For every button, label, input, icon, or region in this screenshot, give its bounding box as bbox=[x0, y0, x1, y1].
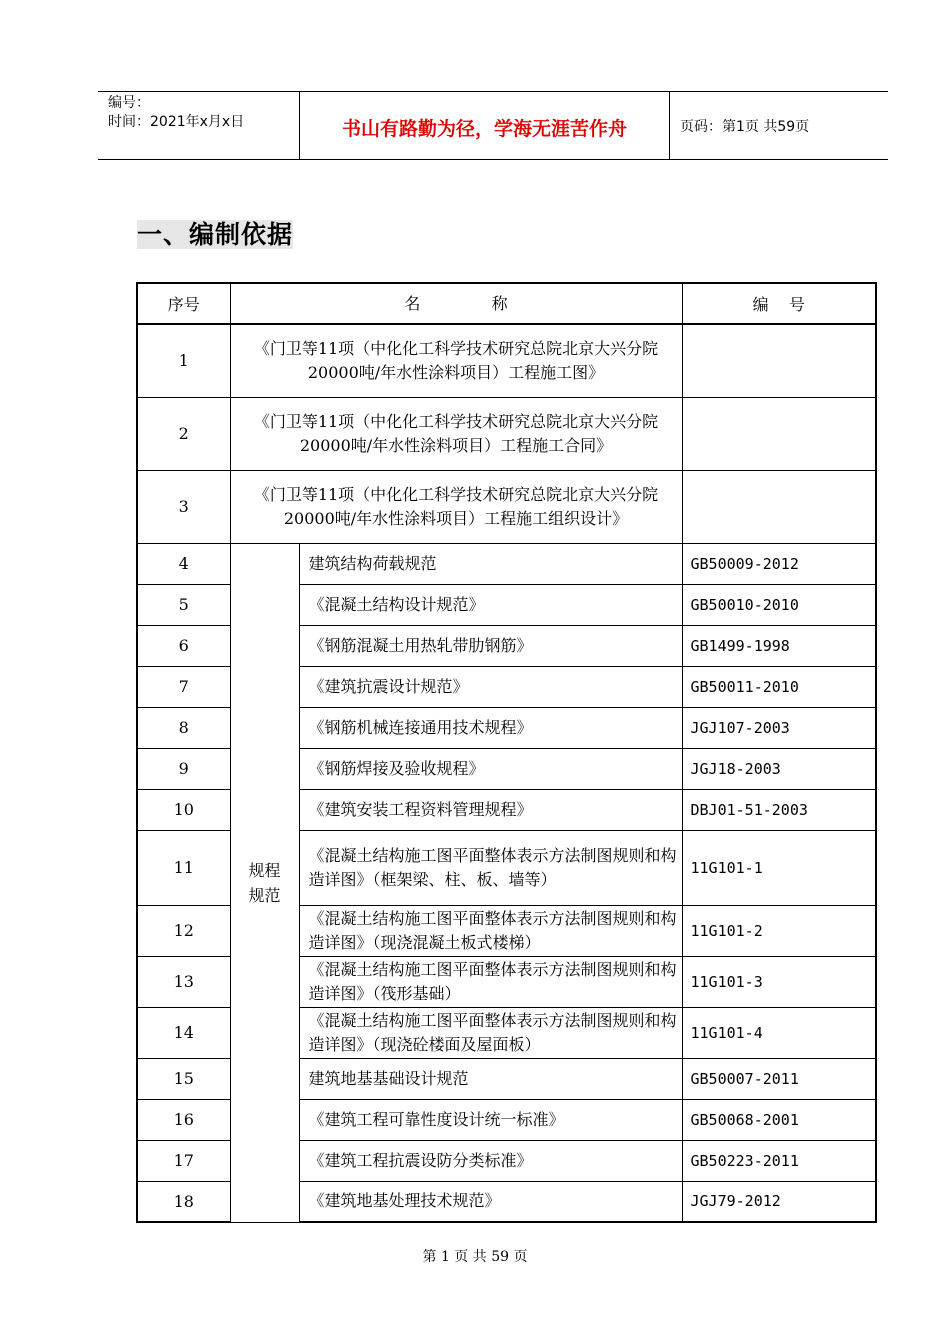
row-code bbox=[682, 324, 876, 397]
row-code: JGJ79-2012 bbox=[682, 1181, 876, 1222]
table-row bbox=[137, 543, 876, 584]
row-name: 《混凝土结构施工图平面整体表示方法制图规则和构造详图》（框架梁、柱、板、墙等） bbox=[299, 830, 682, 905]
row-name: 建筑地基基础设计规范 bbox=[299, 1058, 682, 1099]
row-name: 《混凝土结构设计规范》 bbox=[299, 584, 682, 625]
header-motto: 书山有路勤为径，学海无涯苦作舟 bbox=[341, 118, 627, 140]
row-name: 《混凝土结构施工图平面整体表示方法制图规则和构造详图》（现浇混凝土板式楼梯） bbox=[299, 905, 682, 956]
document-time-label: 时间：2021年x月x日 bbox=[108, 114, 245, 130]
row-no: 7 bbox=[137, 666, 230, 707]
row-name: 《钢筋机械连接通用技术规程》 bbox=[299, 707, 682, 748]
row-name: 建筑结构荷载规范 bbox=[299, 543, 682, 584]
row-no: 8 bbox=[137, 707, 230, 748]
table-header-row bbox=[137, 283, 876, 324]
section-title: 一、编制依据 bbox=[137, 220, 294, 249]
row-no: 9 bbox=[137, 748, 230, 789]
row-code: 11G101-1 bbox=[682, 830, 876, 905]
header-divider bbox=[669, 92, 670, 159]
row-name: 《建筑工程可靠性度设计统一标准》 bbox=[299, 1099, 682, 1140]
row-no: 6 bbox=[137, 625, 230, 666]
header-name: 名 称 bbox=[230, 283, 682, 324]
row-no: 18 bbox=[137, 1181, 230, 1222]
row-no: 16 bbox=[137, 1099, 230, 1140]
category-label: 规程规范 bbox=[248, 860, 281, 905]
basis-table bbox=[136, 282, 877, 1223]
row-no: 11 bbox=[137, 830, 230, 905]
header-no: 序号 bbox=[137, 283, 230, 324]
row-name: 《建筑地基处理技术规范》 bbox=[299, 1181, 682, 1222]
row-no: 5 bbox=[137, 584, 230, 625]
row-no: 15 bbox=[137, 1058, 230, 1099]
row-no: 10 bbox=[137, 789, 230, 830]
row-name: 《混凝土结构施工图平面整体表示方法制图规则和构造详图》（筏形基础） bbox=[299, 956, 682, 1007]
page-header bbox=[98, 91, 888, 160]
row-code bbox=[682, 397, 876, 470]
row-name: 《钢筋焊接及验收规程》 bbox=[299, 748, 682, 789]
row-code: GB50009-2012 bbox=[682, 543, 876, 584]
row-no: 17 bbox=[137, 1140, 230, 1181]
header-code: 编 号 bbox=[682, 283, 876, 324]
table-row bbox=[137, 397, 876, 470]
row-code: 11G101-3 bbox=[682, 956, 876, 1007]
row-code: GB50010-2010 bbox=[682, 584, 876, 625]
header-page-info: 页码：第1页 共59页 bbox=[680, 119, 810, 135]
row-name: 《钢筋混凝土用热轧带肋钢筋》 bbox=[299, 625, 682, 666]
row-name: 《门卫等11项（中化化工科学技术研究总院北京大兴分院20000吨/年水性涂料项目）工程施工图》 bbox=[230, 324, 682, 397]
row-code: GB50007-2011 bbox=[682, 1058, 876, 1099]
table-row bbox=[137, 470, 876, 543]
category-cell bbox=[230, 543, 299, 1222]
row-name: 《建筑安装工程资料管理规程》 bbox=[299, 789, 682, 830]
row-code: JGJ107-2003 bbox=[682, 707, 876, 748]
row-name: 《混凝土结构施工图平面整体表示方法制图规则和构造详图》（现浇砼楼面及屋面板） bbox=[299, 1007, 682, 1058]
row-no: 1 bbox=[137, 324, 230, 397]
row-code bbox=[682, 470, 876, 543]
row-no: 4 bbox=[137, 543, 230, 584]
row-code: GB1499-1998 bbox=[682, 625, 876, 666]
row-name: 《建筑抗震设计规范》 bbox=[299, 666, 682, 707]
row-name: 《建筑工程抗震设防分类标准》 bbox=[299, 1140, 682, 1181]
row-no: 13 bbox=[137, 956, 230, 1007]
header-meta bbox=[108, 94, 244, 132]
row-code: JGJ18-2003 bbox=[682, 748, 876, 789]
row-code: GB50223-2011 bbox=[682, 1140, 876, 1181]
row-no: 14 bbox=[137, 1007, 230, 1058]
row-code: 11G101-4 bbox=[682, 1007, 876, 1058]
document-number-label: 编号： bbox=[108, 95, 150, 111]
row-no: 12 bbox=[137, 905, 230, 956]
row-no: 3 bbox=[137, 470, 230, 543]
row-code: 11G101-2 bbox=[682, 905, 876, 956]
row-no: 2 bbox=[137, 397, 230, 470]
row-name: 《门卫等11项（中化化工科学技术研究总院北京大兴分院20000吨/年水性涂料项目）工程施工组织设计》 bbox=[230, 470, 682, 543]
row-code: GB50068-2001 bbox=[682, 1099, 876, 1140]
row-code: GB50011-2010 bbox=[682, 666, 876, 707]
row-code: DBJ01-51-2003 bbox=[682, 789, 876, 830]
row-name: 《门卫等11项（中化化工科学技术研究总院北京大兴分院20000吨/年水性涂料项目）工程施工合同》 bbox=[230, 397, 682, 470]
table-row bbox=[137, 324, 876, 397]
page-footer: 第 1 页 共 59 页 bbox=[422, 1249, 528, 1265]
